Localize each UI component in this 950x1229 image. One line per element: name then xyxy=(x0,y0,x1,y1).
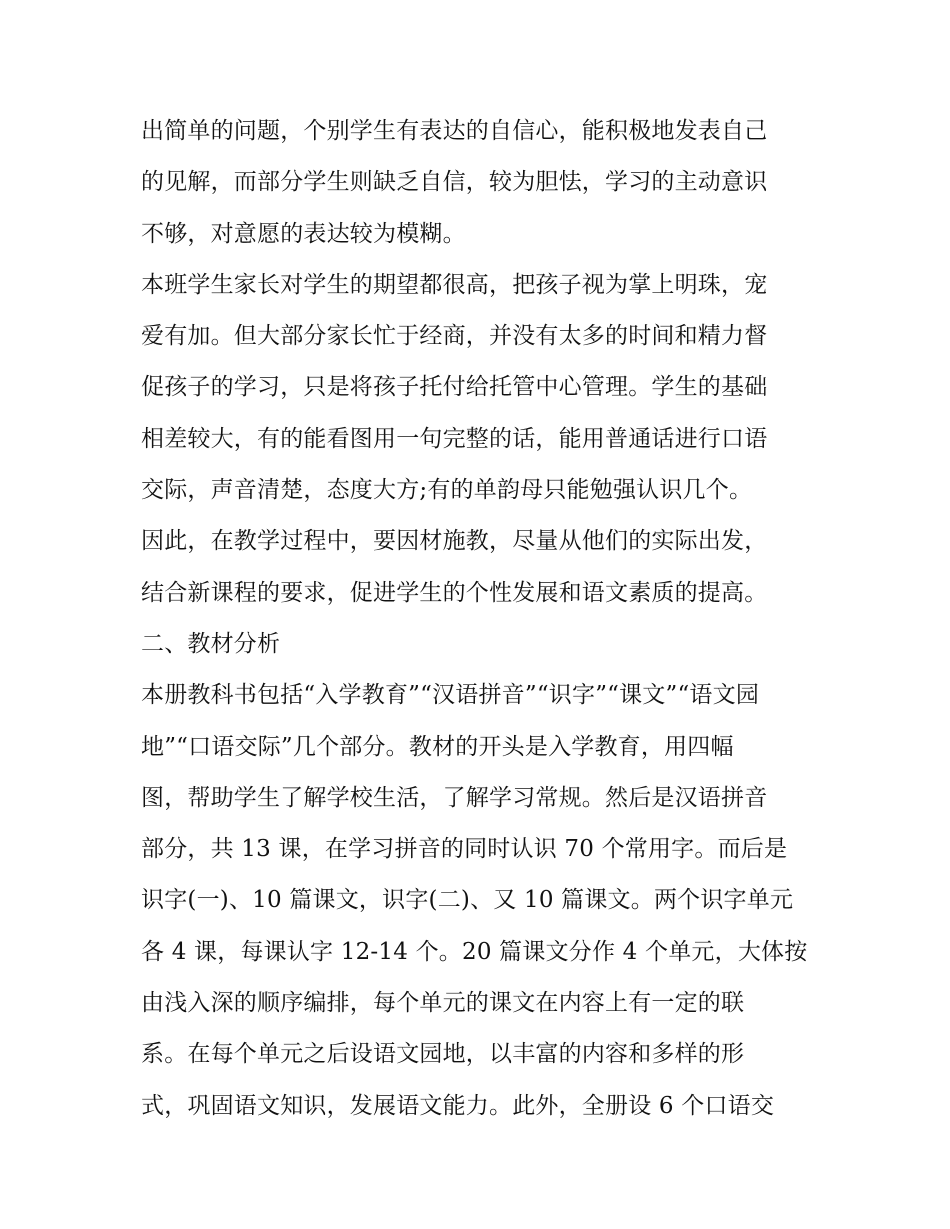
text-line: 部分，共 13 课，在学习拼音的同时认识 70 个常用字。而后是 xyxy=(141,836,788,863)
text-line: 各 4 课，每课认字 12-14 个。20 篇课文分作 4 个单元，大体按 xyxy=(141,938,808,965)
text-line: 相差较大，有的能看图用一句完整的话，能用普通话进行口语 xyxy=(141,425,768,452)
text-line: 出简单的问题，个别学生有表达的自信心，能积极地发表自己 xyxy=(141,118,768,144)
text-line: 式，巩固语文知识，发展语文能力。此外，全册设 6 个口语交 xyxy=(141,1092,775,1119)
text-line: 交际，声音清楚，态度大方;有的单韵母只能勉强认识几个。 xyxy=(141,477,753,504)
body-text xyxy=(141,106,821,1132)
text-line: 因此，在教学过程中，要因材施教，尽量从他们的实际出发， xyxy=(141,528,768,555)
text-line: 系。在每个单元之后设语文园地，以丰富的内容和多样的形 xyxy=(141,1041,745,1068)
text-line: 识字(一)、10 篇课文，识字(二)、又 10 篇课文。两个识字单元 xyxy=(141,887,794,914)
section-heading: 二、教材分析 xyxy=(141,630,281,657)
text-line: 本班学生家长对学生的期望都很高，把孩子视为掌上明珠，宠 xyxy=(141,271,768,298)
text-line: 爱有加。但大部分家长忙于经商，并没有太多的时间和精力督 xyxy=(141,323,768,350)
text-line: 的见解，而部分学生则缺乏自信，较为胆怯，学习的主动意识 xyxy=(141,169,768,196)
text-line: 促孩子的学习，只是将孩子托付给托管中心管理。学生的基础 xyxy=(141,374,768,401)
text-line: 本册教科书包括“入学教育”“汉语拼音”“识字”“课文”“语文园 xyxy=(141,682,760,709)
text-line: 地”“口语交际”几个部分。教材的开头是入学教育，用四幅 xyxy=(141,733,734,760)
text-line: 由浅入深的顺序编排，每个单元的课文在内容上有一定的联 xyxy=(141,990,745,1017)
text-line: 结合新课程的要求，促进学生的个性发展和语文素质的提高。 xyxy=(141,579,768,606)
text-line: 不够，对意愿的表达较为模糊。 xyxy=(141,220,466,247)
text-line: 图，帮助学生了解学校生活，了解学习常规。然后是汉语拼音 xyxy=(141,784,768,811)
